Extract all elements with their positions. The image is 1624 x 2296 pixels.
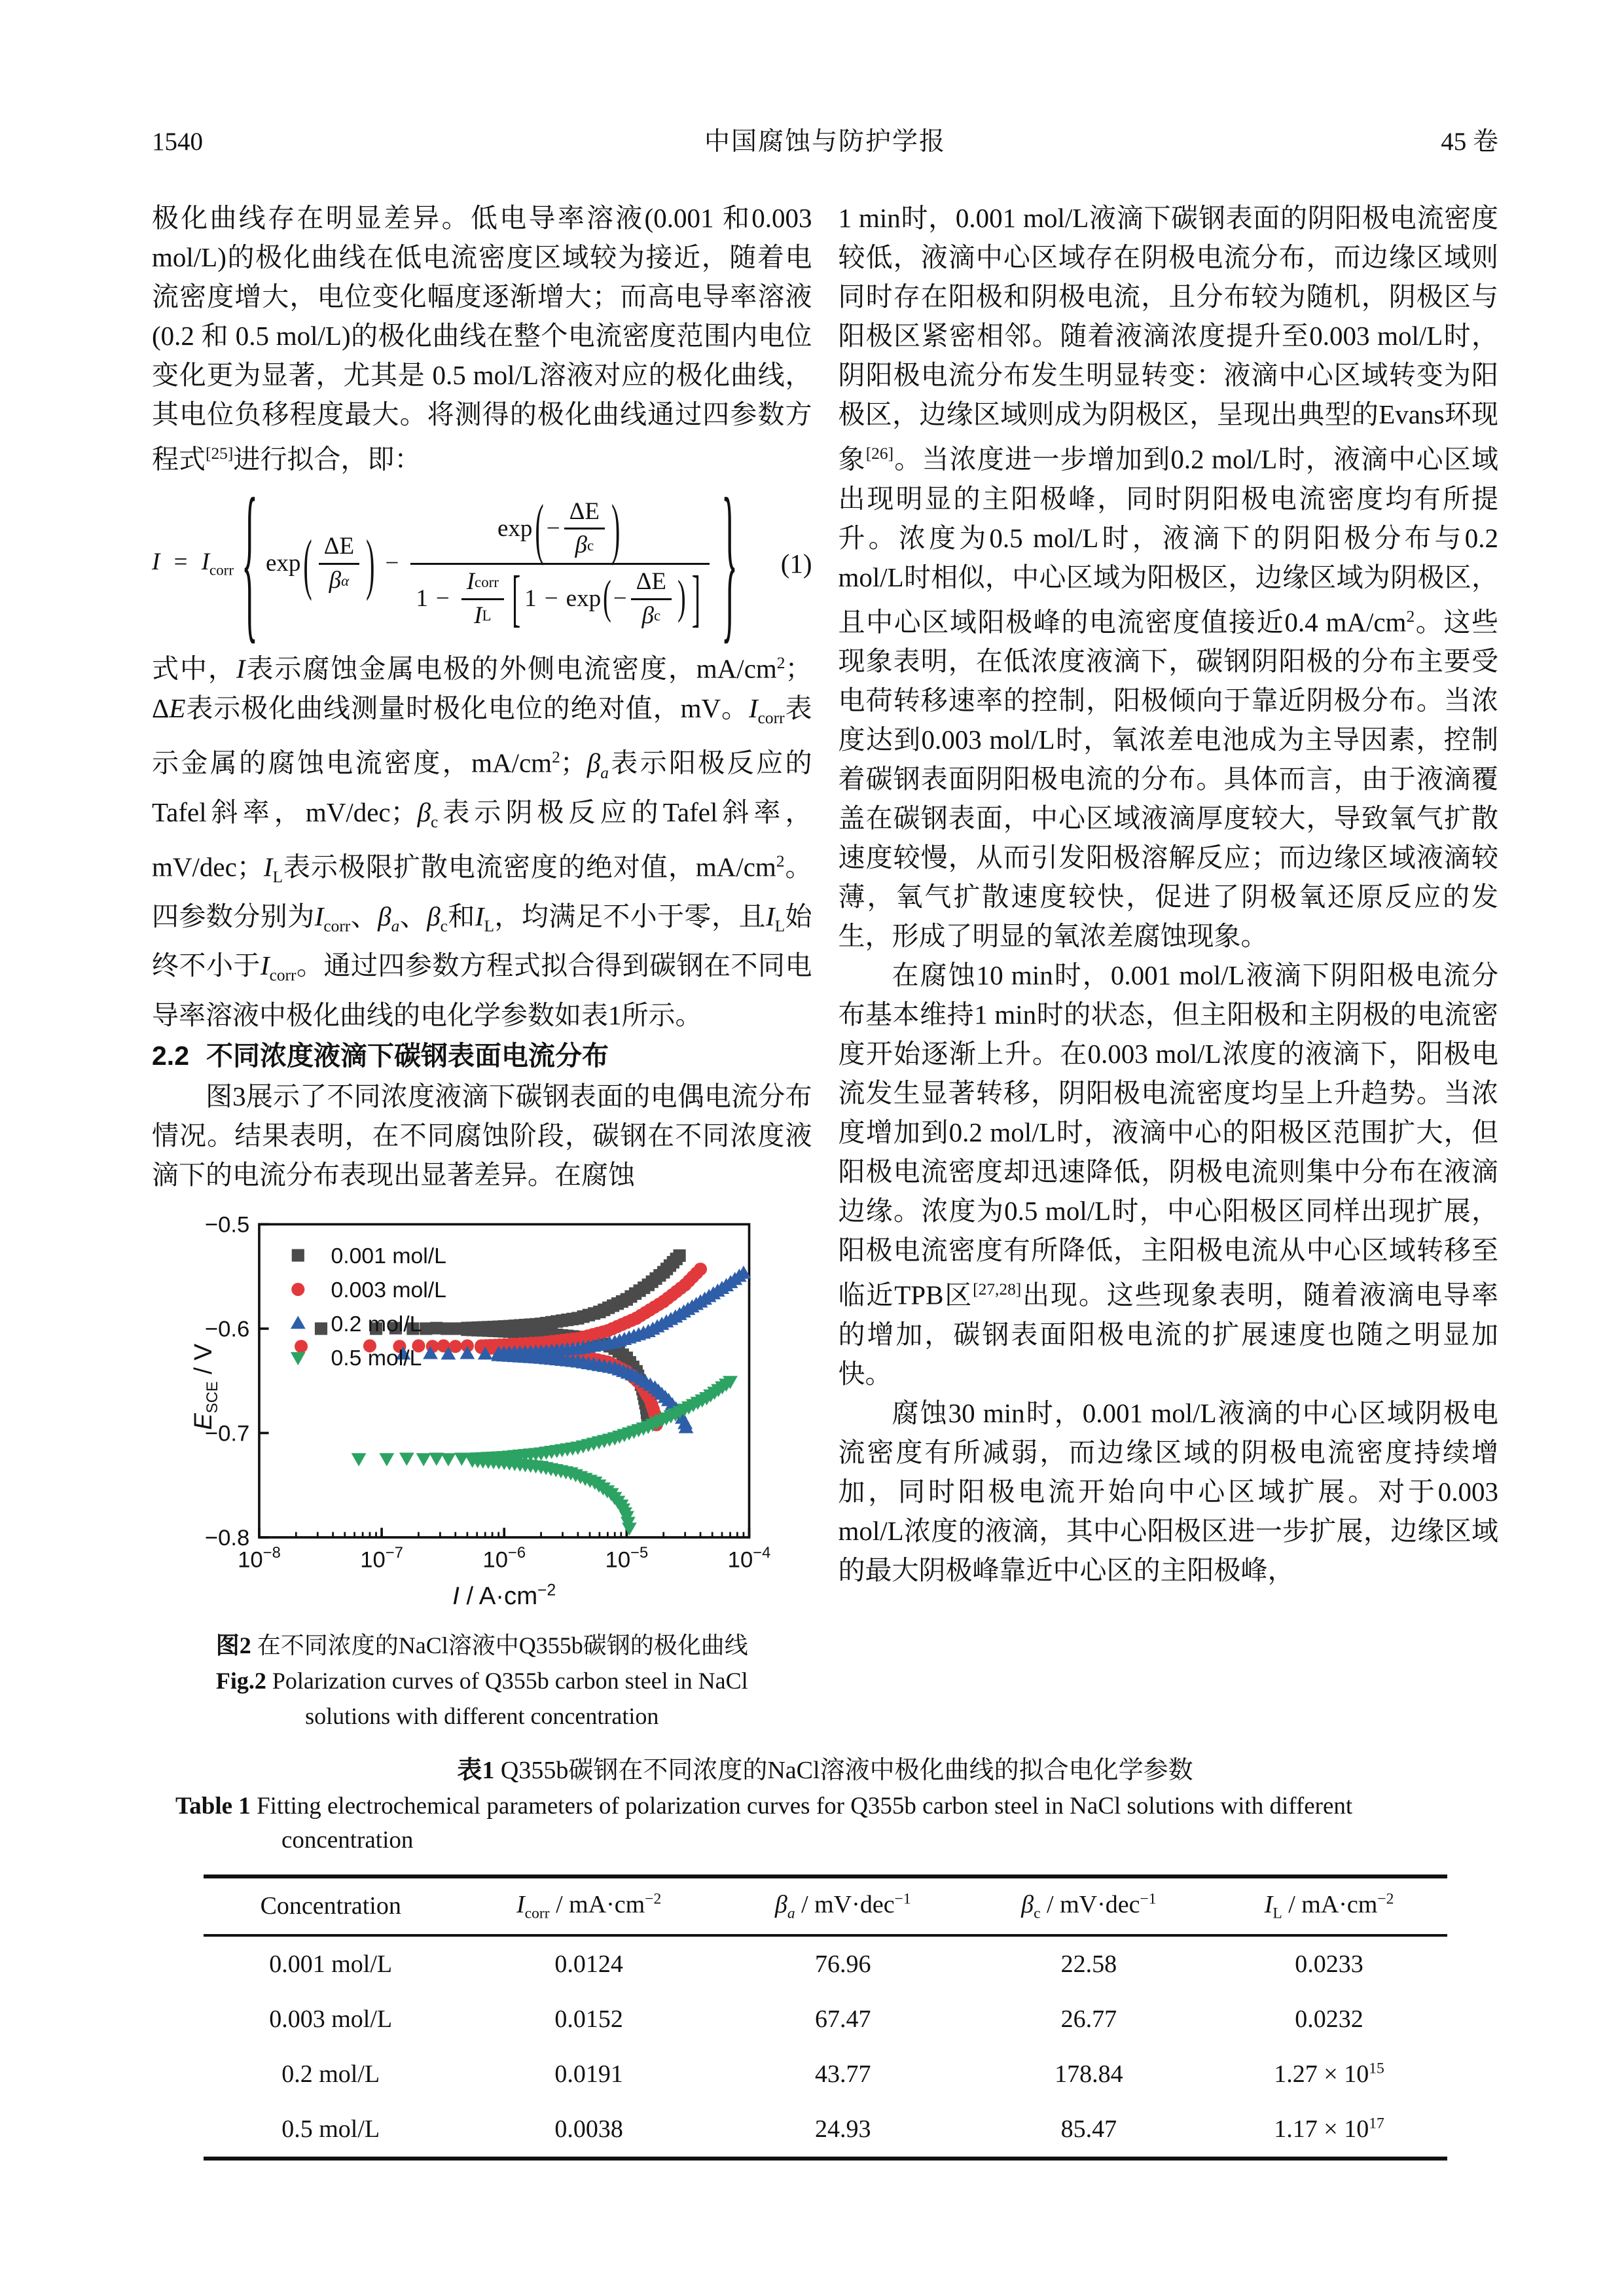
series-0.5molL — [352, 1376, 738, 1535]
table-cell: 0.003 mol/L — [269, 2005, 393, 2034]
table-column-header: $\beta_a / mV\cdot dec^{-1}$ — [719, 1876, 966, 1936]
table-column-header: $I_{corr} / mA\cdot cm^{-2}$ — [458, 1876, 720, 1936]
table-cell: 85.47 — [1060, 2115, 1117, 2144]
paragraph: 式中，I表示腐蚀金属电极的外侧电流密度，$mA/cm^2$；ΔE表示极化曲线测量时极化电位的绝对值，mV。$I_{corr}$表示金属的腐蚀电流密度，$mA/cm^2$；$\beta_a$表示阳极反应的Tafel斜率，mV/dec；$\beta_c$表示阴极反应的Tafel斜率，mV/dec；$I_L$表示极限扩散电流密度的绝对值，$mA/cm^2$。四参数分别为$I_{corr}$、$\beta_a$、$\beta_c$和$I_L$，均满足不小于零，且$I_L$始终不小于$I_{corr}$。通过四参数方程式拟合得到碳钢在不同电导率溶液中极化曲线的电化学参数如表1所示。 — [152, 654, 812, 1030]
paragraph: 1 min时，0.001 mol/L液滴下碳钢表面的阴阳极电流密度较低，液滴中心区域存在阴极电流分布，而边缘区域则同时存在阳极和阴极电流，且分布较为随机，阴极区与阳极区紧密相邻。随着液滴浓度提升至0.003 mol/L时，阴阳极电流分布发生明显转变：液滴中心区域转变为阳极区，边缘区域则成为阴极区，呈现出典型的Evans环现象[26]。当浓度进一步增加到0.2 mol/L时，液滴中心区域出现明显的主阳极峰，同时阴阳极电流密度均有所提升。浓度为0.5 mol/L时，液滴下的阴阳极分布与0.2 mol/L时相似，中心区域为阳极区，边缘区域为阴极区，且中心区域阳极峰的电流密度值接近0.4 $mA/cm^2$。这些现象表明，在低浓度液滴下，碳钢阴阳极的分布主要受电荷转移速率的控制，阳极倾向于靠近阴极分布。当浓度达到0.003 mol/L时，氧浓差电池成为主导因素，控制着碳钢表面阴阳极电流的分布。具体而言，由于液滴覆盖在碳钢表面，中心区域液滴厚度较大，导致氧气扩散速度较慢，从而引发阳极溶解反应；而边缘区域液滴较薄，氧气扩散速度较快，促进了阴极氧还原反应的发生，形成了明显的氧浓差腐蚀现象。 — [838, 203, 1499, 952]
table-row — [204, 2102, 1447, 2159]
equation-1: $I = I_{corr}$ { exp ( ΔE β α ) − exp ( − ΔE β c ) 1 − I corr I L [ 1 − exp ( − ΔE β c ) ] } (1) — [152, 466, 812, 661]
table-cell: 76.96 — [815, 1950, 871, 1979]
volume-label: 45 卷 — [1441, 128, 1498, 156]
table-row — [204, 1935, 1447, 1992]
table-caption-en: Table 1 Fitting electrochemical parameters of polarization curves for Q355b carbon steel in NaCl solutions with different concentration — [175, 1792, 1353, 1854]
y-tick-label: −0.6 — [205, 1316, 250, 1342]
y-tick-label: −0.8 — [205, 1525, 250, 1551]
paragraph: 极化曲线存在明显差异。低电导率溶液(0.001 和0.003 mol/L)的极化曲线在低电流密度区域较为接近，随着电流密度增大，电位变化幅度逐渐增大；而高电导率溶液(0.2 和 0.5 mol/L)的极化曲线在整个电流密度范围内电位变化更为显著，尤其是 0.5 mol/L溶液对应的极化曲线，其电位负移程度最大。将测得的极化曲线通过四参数方程式[25]进行拟合，即： — [152, 203, 812, 475]
left-column — [152, 198, 812, 1732]
fraction: ΔE β α — [319, 532, 359, 595]
x-tick-label: $10^{-8}$ — [238, 1544, 281, 1573]
y-tick-label: −0.5 — [205, 1211, 250, 1237]
two-column-body — [152, 198, 1498, 1732]
table-cell: 0.0038 — [554, 2115, 623, 2144]
legend-label: 0.5 mol/L — [331, 1345, 422, 1371]
table-cell: 0.0124 — [554, 1950, 623, 1979]
table-cell: 0.2 mol/L — [281, 2060, 380, 2089]
big-fraction: exp ( − ΔE β c ) 1 − I corr I L [ 1 − exp ( − ΔE β c ) ] — [410, 496, 710, 632]
table-cell: 0.001 mol/L — [269, 1950, 393, 1979]
section-heading: 2.2 不同浓度液滴下碳钢表面电流分布 — [152, 1040, 609, 1071]
polarization-chart — [187, 1208, 776, 1626]
x-tick-label: $10^{-7}$ — [360, 1544, 404, 1573]
table-header-row — [204, 1876, 1447, 1936]
table-cell: 26.77 — [1060, 2005, 1117, 2034]
x-axis-label: $I / A\cdot cm^{-2}$ — [452, 1581, 556, 1610]
equation-number: (1) — [780, 548, 812, 579]
table-caption-zh: 表1 Q355b碳钢在不同浓度的NaCl溶液中极化曲线的拟合电化学参数 — [457, 1756, 1193, 1784]
paragraph: 图3展示了不同浓度液滴下碳钢表面的电偶电流分布情况。结果表明，在不同腐蚀阶段，碳钢在不同浓度液滴下的电流分布表现出显著差异。在腐蚀 — [152, 1081, 812, 1190]
page-header — [152, 121, 1498, 158]
legend-label: 0.2 mol/L — [331, 1311, 422, 1336]
table-cell: 0.5 mol/L — [281, 2115, 380, 2144]
right-brace: } — [721, 466, 738, 661]
page-number: 1540 — [152, 128, 203, 156]
legend-label: 0.003 mol/L — [331, 1277, 447, 1302]
table-cell: 43.77 — [815, 2060, 871, 2089]
table-cell: 67.47 — [815, 2005, 871, 2034]
table-cell: 0.0152 — [554, 2005, 623, 2034]
paragraph: 腐蚀30 min时，0.001 mol/L液滴的中心区域阴极电流密度有所减弱，而边缘区域的阴极电流密度持续增加，同时阳极电流开始向中心区域扩展。对于0.003 mol/L浓度的液滴，其中心阳极区进一步扩展，边缘区域的最大阴极峰靠近中心区的主阳极峰， — [838, 1397, 1498, 1585]
chart-legend — [291, 1243, 446, 1370]
legend-label: 0.001 mol/L — [331, 1243, 447, 1268]
table-column-header: Concentration — [204, 1876, 458, 1936]
figure-2 — [152, 1208, 812, 1732]
table-1-section — [152, 1754, 1498, 2161]
figure-caption-en-cont: solutions with different concentration — [305, 1702, 659, 1729]
table-column-header: $\beta_c / mV\cdot dec^{-1}$ — [966, 1876, 1211, 1936]
data-table — [204, 1874, 1447, 2161]
table-cell: 22.58 — [1060, 1950, 1117, 1979]
table-row — [204, 1992, 1447, 2047]
x-tick-label: $10^{-4}$ — [727, 1544, 771, 1573]
table-cell: 0.0233 — [1295, 1950, 1363, 1979]
left-brace: { — [241, 466, 258, 661]
figure-caption-zh: 图2 在不同浓度的NaCl溶液中Q355b碳钢的极化曲线 — [215, 1632, 748, 1659]
equation-lhs: $I = I_{corr}$ — [152, 548, 234, 579]
table-cell: 0.0232 — [1295, 2005, 1363, 2034]
paragraph: 在腐蚀10 min时，0.001 mol/L液滴下阴阳极电流分布基本维持1 min时的状态，但主阳极和主阴极的电流密度开始逐渐上升。在0.003 mol/L浓度的液滴下，阳极电流发生显著转移，阴阳极电流密度均呈上升趋势。当浓度增加到0.2 mol/L时，液滴中心的阳极区范围扩大，但阳极电流密度却迅速降低，阴极电流则集中分布在液滴边缘。浓度为0.5 mol/L时，中心阳极区同样出现扩展，阳极电流密度有所降低，主阳极电流从中心区域转移至临近TPB区[27,28]出现。这些现象表明，随着液滴电导率的增加，碳钢表面阳极电流的扩展速度也随之明显加快。 — [838, 960, 1498, 1389]
journal-title: 中国腐蚀与防护学报 — [704, 128, 946, 156]
table-row — [204, 2047, 1447, 2102]
table-cell: 178.84 — [1055, 2060, 1123, 2089]
y-tick-label: −0.7 — [205, 1420, 250, 1446]
table-column-header: $I_L / mA\cdot cm^{-2}$ — [1212, 1876, 1447, 1936]
x-tick-label: $10^{-6}$ — [482, 1544, 526, 1573]
figure-caption-en: Fig.2 Polarization curves of Q355b carbon steel in NaCl — [215, 1667, 748, 1694]
right-column — [839, 198, 1499, 1732]
table-cell: $1.17 \times 10^{17}$ — [1274, 2115, 1384, 2144]
x-tick-label: $10^{-5}$ — [605, 1544, 649, 1573]
table-cell: 0.0191 — [554, 2060, 623, 2089]
table-cell: $1.27 \times 10^{15}$ — [1274, 2060, 1384, 2089]
table-cell: 24.93 — [815, 2115, 871, 2144]
y-axis-label: $E_{SCE}$ / V — [189, 1343, 222, 1430]
